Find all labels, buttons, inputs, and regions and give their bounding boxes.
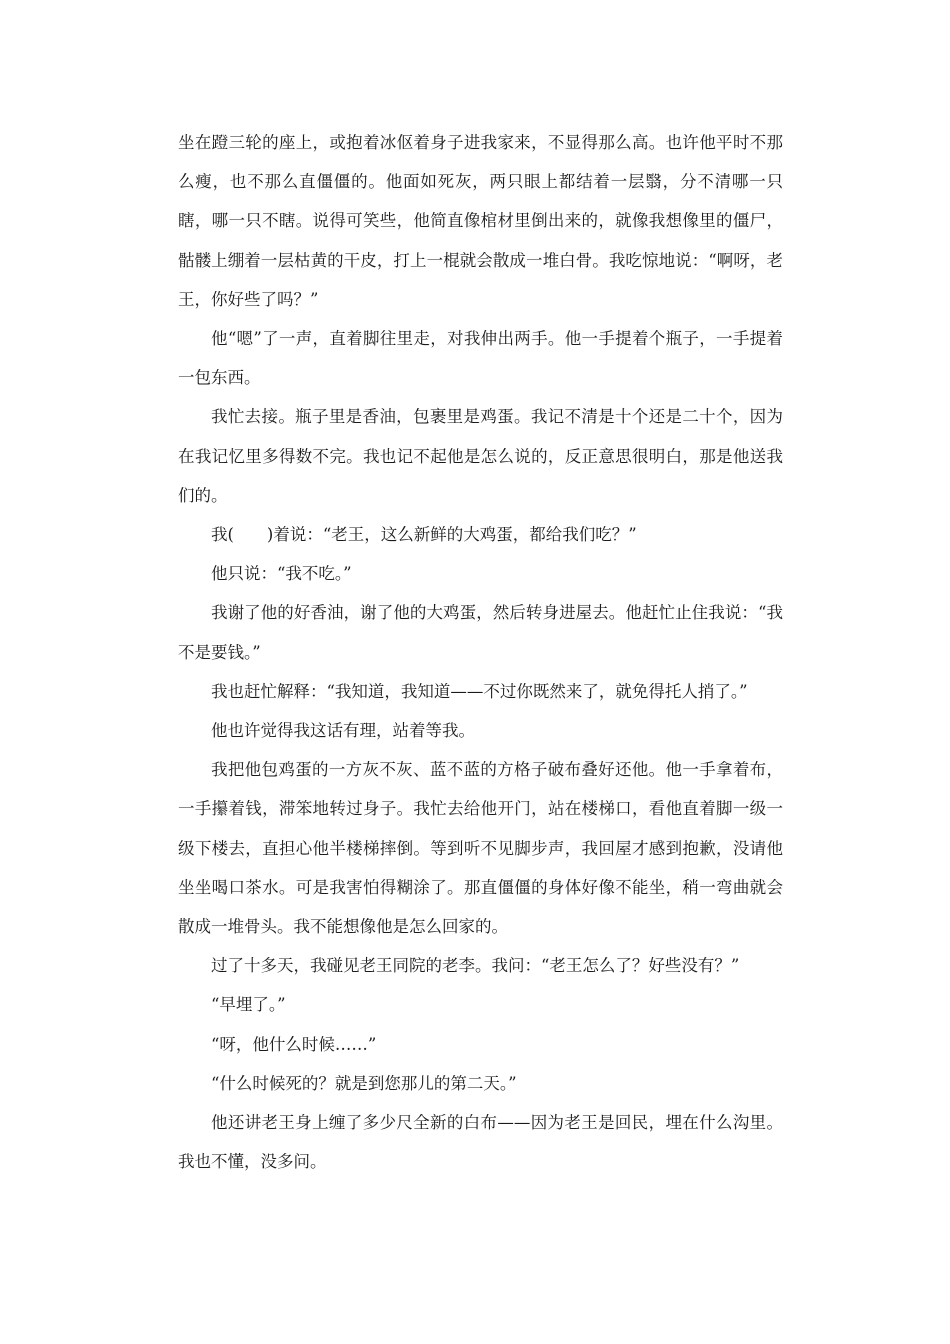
paragraph: 我忙去接。瓶子里是香油，包裹里是鸡蛋。我记不清是十个还是二十个，因为在我记忆里多得数不完。我也记不起他是怎么说的，反正意思很明白，那是他送我们的。 [178, 407, 783, 505]
paragraph: 他只说：“我不吃。” [211, 564, 352, 584]
paragraph: 我也赶忙解释：“我知道，我知道——不过你既然来了，就免得托人捎了。” [211, 681, 748, 701]
paragraph: 我( )着说：“老王，这么新鲜的大鸡蛋，都给我们吃？” [211, 525, 637, 545]
paragraph: 他也许觉得我这话有理，站着等我。 [211, 721, 475, 741]
paragraph: 他“嗯”了一声，直着脚往里走，对我伸出两手。他一手提着个瓶子，一手提着一包东西。 [178, 329, 783, 388]
paragraph: “早埋了。” [211, 995, 286, 1015]
text-body [178, 123, 783, 1181]
paragraph: 他还讲老王身上缠了多少尺全新的白布——因为老王是回民，埋在什么沟里。我也不懂，没多问。 [178, 1113, 783, 1172]
paragraph: “什么时候死的？就是到您那儿的第二天。” [211, 1073, 517, 1093]
paragraph: 坐在蹬三轮的座上，或抱着冰伛着身子进我家来，不显得那么高。也许他平时不那么瘦，也不那么直僵僵的。他面如死灰，两只眼上都结着一层翳，分不清哪一只瞎，哪一只不瞎。说得可笑些，他简直像棺材里倒出来的，就像我想像里的僵尸，骷髅上绷着一层枯黄的干皮，打上一棍就会散成一堆白骨。我吃惊地说：“啊呀，老王，你好些了吗？” [178, 133, 783, 309]
paragraph: “呀，他什么时候……” [211, 1034, 377, 1054]
paragraph: 过了十多天，我碰见老王同院的老李。我问：“老王怎么了？好些没有？” [211, 956, 740, 976]
paragraph: 我谢了他的好香油，谢了他的大鸡蛋，然后转身进屋去。他赶忙止住我说：“我不是要钱。” [178, 603, 783, 662]
paragraph: 我把他包鸡蛋的一方灰不灰、蓝不蓝的方格子破布叠好还他。他一手拿着布，一手攥着钱，滞笨地转过身子。我忙去给他开门，站在楼梯口，看他直着脚一级一级下楼去，直担心他半楼梯摔倒。等到听不见脚步声，我回屋才感到抱歉，没请他坐坐喝口茶水。可是我害怕得糊涂了。那直僵僵的身体好像不能坐，稍一弯曲就会散成一堆骨头。我不能想像他是怎么回家的。 [178, 760, 783, 937]
